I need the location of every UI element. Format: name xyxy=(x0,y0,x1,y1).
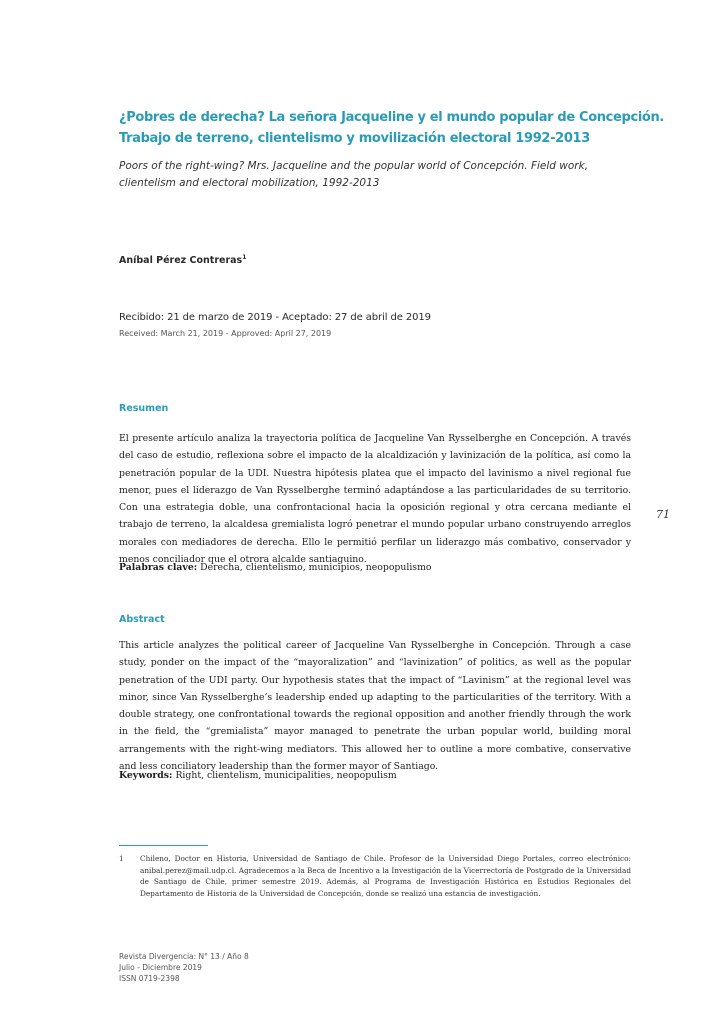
title-line-1: ¿Pobres de derecha? La señora Jacqueline y el mundo popular de Concepción. xyxy=(119,110,665,125)
keywords-en: Right, clientelism, municipalities, neopopulism xyxy=(175,770,397,781)
received-accepted-es: Recibido: 21 de marzo de 2019 - Aceptado: 27 de abril de 2019 xyxy=(119,312,431,323)
article-title xyxy=(119,107,665,149)
footnote-mark: 1 xyxy=(119,854,124,863)
journal-issn: ISSN 0719-2398 xyxy=(119,974,180,983)
subtitle-line-2: clientelism and electoral mobilization, 1992-2013 xyxy=(119,177,380,189)
english-title xyxy=(119,158,639,192)
journal-info xyxy=(119,951,249,984)
journal-issue: Revista Divergencia: N° 13 / Año 8 xyxy=(119,952,249,961)
keywords-es: Derecha, clientelismo, municipios, neopopulismo xyxy=(200,562,432,573)
abstract-keywords xyxy=(119,770,631,781)
abstract-heading: Abstract xyxy=(119,614,165,625)
page-number: 71 xyxy=(656,508,670,521)
footnote-text: Chileno, Doctor en Historia, Universidad de Santiago de Chile. Profesor de la Universidad Diego Portales, correo electrónico: anibal.perez@mail.udp.cl. Agradecemos a la Beca de Incentivo a la Investigación de la Vicerrectoría de Postgrado de la Universidad de Santiago de Chile, primer semestre 2019. Además, al Programa de Investigación Histórica en Estudios Regionales del Departamento de Historia de la Universidad de Concepción, donde se realizó una estancia de investigación. xyxy=(140,854,631,898)
author-footnote-ref[interactable]: 1 xyxy=(242,254,247,261)
abstract-text: This article analyzes the political career of Jacqueline Van Rysselberghe in Concepción. Through a case study, ponder on the impact of the “mayoralization” and “lavinization” of politics, as well as the popular penetration of the UDI party. Our hypothesis states that the impact of “Lavinism” at the regional level was minor, since Van Rysselberghe’s leadership ended up adapting to the particularities of the territory. With a double strategy, one confrontational towards the regional opposition and another friendly through the work in the field, the “gremialista” mayor managed to penetrate the urban popular world, building moral arrangements with the right-wing mediators. This allowed her to outline a more combative, conservative and less conciliatory leadership than the former mayor of Santiago. xyxy=(119,640,631,773)
author-line xyxy=(119,254,246,266)
resumen-heading: Resumen xyxy=(119,403,169,414)
resumen-keywords xyxy=(119,562,631,573)
keywords-label-en: Keywords: xyxy=(119,770,173,781)
received-approved-en: Received: March 21, 2019 - Approved: April 27, 2019 xyxy=(119,329,332,338)
author-name: Aníbal Pérez Contreras xyxy=(119,255,243,266)
subtitle-line-1: Poors of the right-wing? Mrs. Jacqueline and the popular world of Concepción. Field work, xyxy=(119,160,589,172)
footnote-divider xyxy=(119,845,208,846)
title-line-2: Trabajo de terreno, clientelismo y movilización electoral 1992-2013 xyxy=(119,131,590,146)
journal-period: Julio - Diciembre 2019 xyxy=(119,963,202,972)
keywords-label-es: Palabras clave: xyxy=(119,562,198,573)
resumen-text: El presente artículo analiza la trayectoria política de Jacqueline Van Rysselberghe en Concepción. A través del caso de estudio, reflexiona sobre el impacto de la alcaldización y lavinización de la política, así como la penetración popular de la UDI. Nuestra hipótesis platea que el impacto del lavinismo a nivel regional fue menor, pues el liderazgo de Van Rysselberghe terminó adaptándose a las particularidades de su territorio. Con una estrategia doble, una confrontacional hacia la oposición regional y otra cercana mediante el trabajo de terreno, la alcaldesa gremialista logró penetrar el mundo popular urbano construyendo arreglos morales con mediadores de derecha. Ello le permitió perfilar un liderazgo más combativo, conservador y menos conciliador que el otrora alcalde santiaguino. xyxy=(119,433,631,566)
footnote xyxy=(119,853,631,899)
